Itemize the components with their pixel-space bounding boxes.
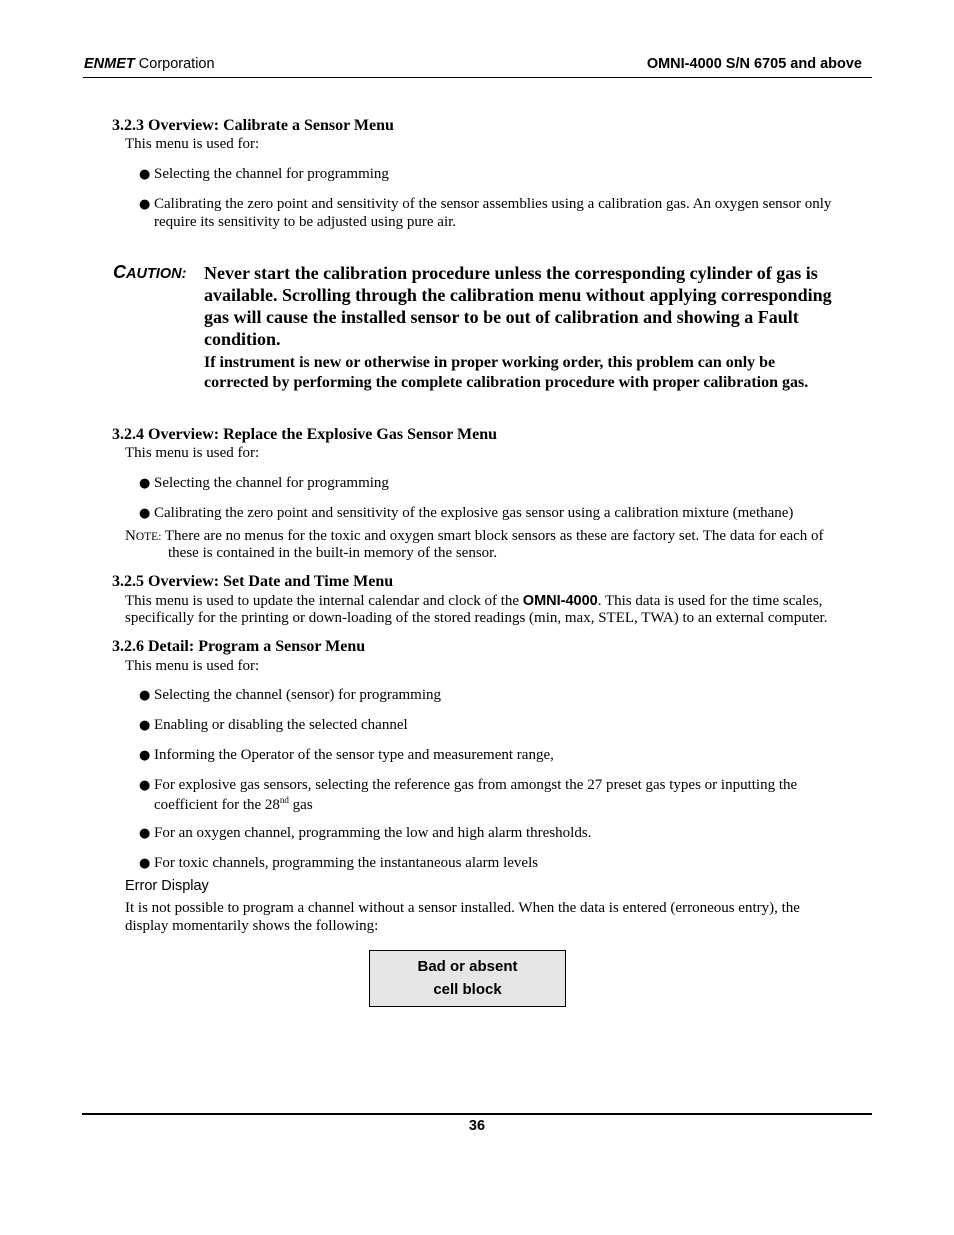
note-text: There are no menus for the toxic and oxygen smart block sensors as these are factory set. The data for each of xyxy=(161,528,824,544)
error-paragraph-line: display momentarily shows the following: xyxy=(125,918,379,934)
footer-divider xyxy=(82,1113,872,1115)
bullet-icon: ● xyxy=(139,197,151,212)
list-item: Calibrating the zero point and sensitivity of the explosive gas sensor using a calibration mixture (methane) xyxy=(154,505,794,521)
header-company-suffix: Corporation xyxy=(134,56,215,72)
caution-line: Never start the calibration procedure unless the corresponding cylinder of gas is xyxy=(204,263,818,283)
product-name: OMNI-4000 xyxy=(522,593,598,609)
caution-label xyxy=(113,262,186,283)
caution-line: available. Scrolling through the calibration menu without applying corresponding xyxy=(204,285,832,305)
list-item: Selecting the channel for programming xyxy=(154,166,389,182)
paragraph-text: This menu is used to update the internal calendar and clock of the xyxy=(125,593,523,609)
bullet-icon: ● xyxy=(139,778,151,793)
header-product: OMNI-4000 S/N 6705 and above xyxy=(646,56,862,72)
section-intro-3-2-4: This menu is used for: xyxy=(125,445,260,461)
list-item: For toxic channels, programming the instantaneous alarm levels xyxy=(154,855,539,871)
error-display-heading: Error Display xyxy=(125,878,209,894)
list-item: Selecting the channel (sensor) for programming xyxy=(154,687,441,703)
bullet-icon: ● xyxy=(139,718,151,733)
section-paragraph-line xyxy=(125,593,822,610)
section-heading-3-2-6: 3.2.6 Detail: Program a Sensor Menu xyxy=(112,638,366,655)
error-display-line: Bad or absent xyxy=(417,958,518,975)
note-line xyxy=(125,528,824,545)
caution-label-initial: C xyxy=(113,262,126,282)
caution-subline: If instrument is new or otherwise in proper working order, this problem can only be xyxy=(204,354,776,371)
note-label-rest: OTE: xyxy=(135,531,162,543)
bullet-icon: ● xyxy=(139,826,151,841)
caution-line: condition. xyxy=(204,329,281,349)
page-header xyxy=(83,55,872,78)
list-item-continuation xyxy=(154,795,313,814)
note-label-initial: N xyxy=(125,528,136,544)
list-item: Selecting the channel for programming xyxy=(154,475,389,491)
list-item: Informing the Operator of the sensor type and measurement range, xyxy=(154,747,554,763)
caution-subline: corrected by performing the complete calibration procedure with proper calibration gas. xyxy=(204,374,809,391)
bullet-icon: ● xyxy=(139,856,151,871)
list-item-text: coefficient for the 28 xyxy=(154,797,280,813)
list-item: Enabling or disabling the selected channel xyxy=(154,717,408,733)
section-heading-3-2-3: 3.2.3 Overview: Calibrate a Sensor Menu xyxy=(112,117,394,134)
list-item-text: gas xyxy=(288,797,313,813)
error-paragraph-line: It is not possible to program a channel without a sensor installed. When the data is entered (erroneous entry), the xyxy=(125,900,800,916)
list-item: For an oxygen channel, programming the low and high alarm thresholds. xyxy=(154,825,592,841)
bullet-icon: ● xyxy=(139,167,151,182)
header-company-brand: ENMET xyxy=(84,56,135,72)
error-display-line: cell block xyxy=(433,981,502,998)
list-item-continuation: require its sensitivity to be adjusted using pure air. xyxy=(154,214,457,230)
page-number: 36 xyxy=(468,1118,486,1134)
section-heading-3-2-5: 3.2.5 Overview: Set Date and Time Menu xyxy=(112,573,394,590)
caution-label-rest: AUTION: xyxy=(126,266,187,282)
bullet-icon: ● xyxy=(139,748,151,763)
bullet-icon: ● xyxy=(139,476,151,491)
ordinal-suffix: nd xyxy=(279,795,289,805)
list-item: Calibrating the zero point and sensitivity of the sensor assemblies using a calibration gas. An oxygen sensor only xyxy=(154,196,832,212)
caution-line: gas will cause the installed sensor to be out of calibration and showing a Fault xyxy=(204,307,799,327)
error-display-box xyxy=(369,950,566,1007)
section-heading-3-2-4: 3.2.4 Overview: Replace the Explosive Gas Sensor Menu xyxy=(112,426,498,443)
paragraph-text: . This data is used for the time scales, xyxy=(597,593,823,609)
note-continuation: these is contained in the built-in memory of the sensor. xyxy=(168,545,498,561)
section-intro-3-2-3: This menu is used for: xyxy=(125,136,260,152)
header-company xyxy=(84,56,215,72)
list-item: For explosive gas sensors, selecting the reference gas from amongst the 27 preset gas types or inputting the xyxy=(154,777,798,793)
bullet-icon: ● xyxy=(139,688,151,703)
bullet-icon: ● xyxy=(139,506,151,521)
section-paragraph-line: specifically for the printing or down-loading of the stored readings (min, max, STEL, TWA) to an external computer. xyxy=(125,610,828,626)
section-intro-3-2-6: This menu is used for: xyxy=(125,658,260,674)
